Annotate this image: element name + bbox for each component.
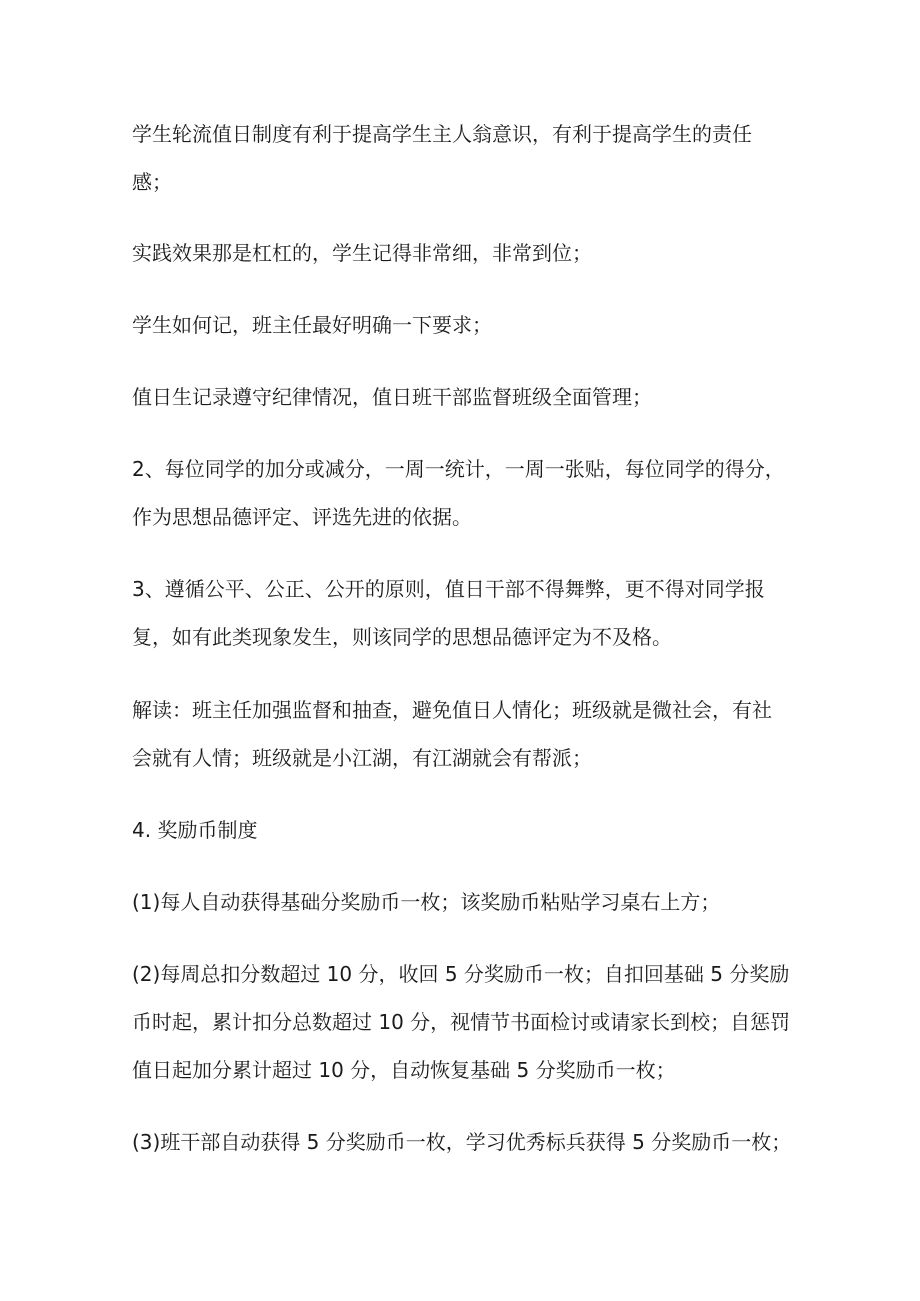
text-line: 实践效果那是杠杠的，学生记得非常细，非常到位； [132,241,592,265]
text-line: 学生如何记，班主任最好明确一下要求； [132,313,492,337]
text-line: 值日生记录遵守纪律情况，值日班干部监督班级全面管理； [132,385,652,409]
paragraph-practice-effect [132,229,802,277]
paragraph-duty-rotation [132,110,802,206]
text-line: 4. 奖励币制度 [132,818,258,842]
text-line: 2、每位同学的加分或减分，一周一统计，一周一张贴，每位同学的得分， [132,457,785,481]
paragraph-rule-3 [132,1118,802,1166]
text-line: 会就有人情；班级就是小江湖，有江湖就会有帮派； [132,746,592,770]
paragraph-interpretation [132,686,802,782]
text-line: 解读：班主任加强监督和抽查，避免值日人情化；班级就是微社会，有社 [132,698,772,722]
paragraph-how-to-record [132,301,802,349]
text-line: 感； [132,170,172,194]
paragraph-rule-1 [132,878,802,926]
text-line: (3)班干部自动获得 5 分奖励币一枚，学习优秀标兵获得 5 分奖励币一枚； [132,1130,792,1154]
text-line: 学生轮流值日制度有利于提高学生主人翁意识，有利于提高学生的责任 [132,122,752,146]
paragraph-rule-2 [132,950,802,1094]
text-line: (1)每人自动获得基础分奖励币一枚；该奖励币粘贴学习桌右上方； [132,890,721,914]
paragraph-duty-record [132,373,802,421]
text-line: 币时起，累计扣分总数超过 10 分，视情节书面检讨或请家长到校；自惩罚 [132,1010,791,1034]
text-line: 作为思想品德评定、评选先进的依据。 [132,505,472,529]
text-line: 值日起加分累计超过 10 分，自动恢复基础 5 分奖励币一枚； [132,1058,676,1082]
section-heading-reward-coin [132,806,802,854]
paragraph-item-2 [132,445,802,541]
paragraph-item-3 [132,565,802,661]
text-line: 3、遵循公平、公正、公开的原则，值日干部不得舞弊，更不得对同学报 [132,577,765,601]
text-line: 复，如有此类现象发生，则该同学的思想品德评定为不及格。 [132,625,672,649]
text-line: (2)每周总扣分数超过 10 分，收回 5 分奖励币一枚；自扣回基础 5 分奖励 [132,962,790,986]
